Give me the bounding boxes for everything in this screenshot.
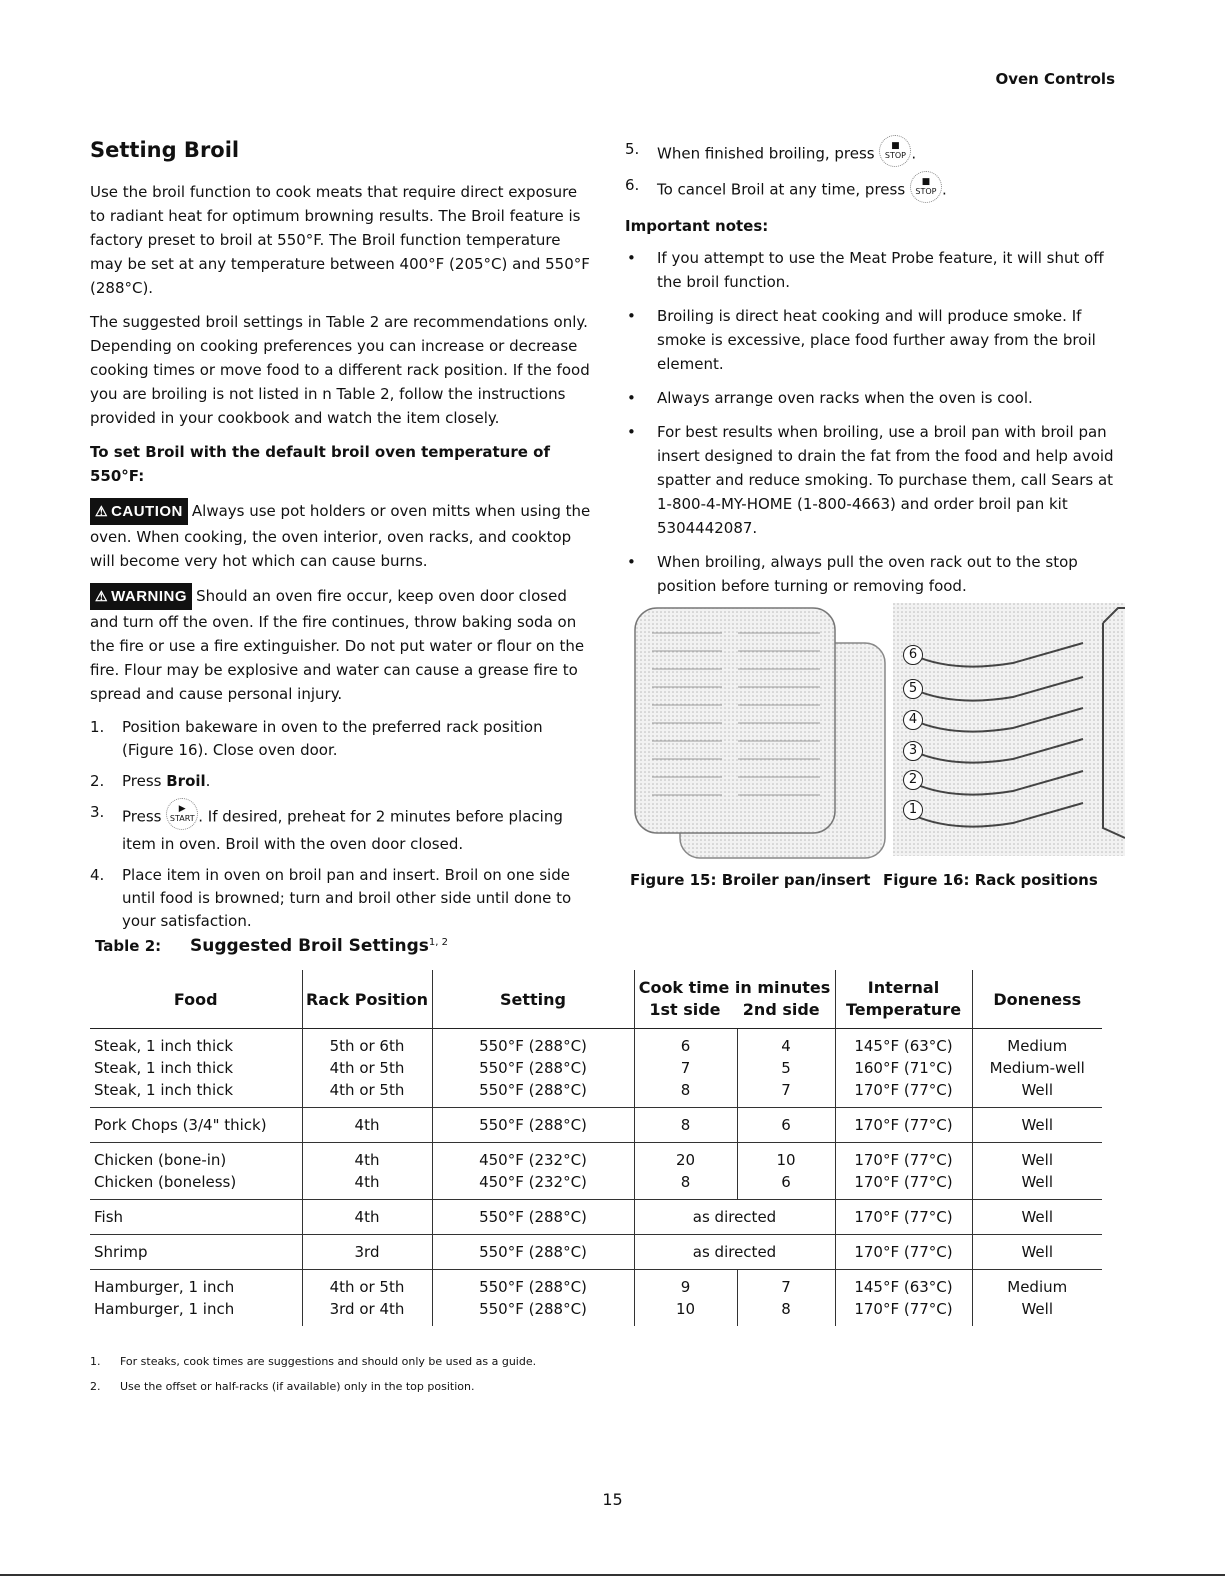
table-title: Table 2: Suggested Broil Settings$^{1, 2}$ [95, 936, 449, 956]
steps-list-continued [625, 138, 1130, 206]
broiler-pan-image [620, 603, 890, 863]
settings-paragraph: The suggested broil settings in Table 2 are recommendations only. Depending on cooking preferences you can increase or decrease cooking times or move food to a different rack position. If the food you are broiling is not listed in n Table 2, follow the instructions provided in your cookbook and watch the item closely. [90, 313, 590, 427]
table-row: Hamburger, 1 inch Hamburger, 1 inch 4th or 5th 3rd or 4th 550°F (288°C) 550°F (288°C) 9 10 7 8 145°F (63°C) 170°F (77°C) Medium Well [90, 1270, 1102, 1327]
list-item: • Always arrange oven racks when the oven is cool. [625, 386, 1130, 410]
list-item: • For best results when broiling, use a broil pan with broil pan insert designed to drain the fat from the food and help avoid spatter and reduce smoking. To purchase them, call Sears at 1-800-4-MY-HOME (1-800-4663) and order broil pan kit 5304442087. [625, 420, 1130, 540]
left-column [90, 138, 595, 941]
rack-number-2: 2 [903, 770, 923, 790]
header-cook-time: Cook time in minutes 1st side 2nd side [634, 970, 835, 1029]
figure-15-caption: Figure 15: Broiler pan/insert [630, 871, 871, 889]
list-item: 1. Position bakeware in oven to the preferred rack position (Figure 16). Close oven door. [90, 718, 543, 759]
footnote-2: 2. Use the offset or half-racks (if available) only in the top position. [90, 1380, 475, 1393]
stop-key-icon: ■ STOP [879, 135, 911, 167]
rack-number-6: 6 [903, 645, 923, 665]
caution-badge: ⚠ CAUTION [90, 498, 188, 525]
table-row: Pork Chops (3/4" thick) 4th 550°F (288°C) 8 6 170°F (77°C) Well [90, 1108, 1102, 1143]
header-internal-temp: Internal Temperature [835, 970, 972, 1029]
list-item: 4. Place item in oven on broil pan and insert. Broil on one side until food is browned; turn and broil other side until done to your satisfaction. [90, 866, 572, 930]
table-row: Steak, 1 inch thick Steak, 1 inch thick Steak, 1 inch thick 5th or 6th 4th or 5th 4th or 5th 550°F (288°C) 550°F (288°C) 550°F (288°C) 6 7 8 4 5 7 145°F (63°C) 160°F (71°C) 170°F (77°C) Medium Medium-well Well [90, 1029, 1102, 1108]
header-setting: Setting [432, 970, 634, 1029]
intro-paragraph: Use the broil function to cook meats that require direct exposure to radiant heat for optimum browning results. The Broil feature is factory preset to broil at 550°F. The Broil function temperature may be set at any temperature between 400°F (205°C) and 550°F (288°C). [90, 183, 590, 297]
table-row: Shrimp 3rd 550°F (288°C) as directed 170°F (77°C) Well [90, 1235, 1102, 1270]
header-food: Food [173, 989, 218, 1009]
list-item: • When broiling, always pull the oven rack out to the stop position before turning or removing food. [625, 550, 1130, 598]
header-doneness: Doneness [972, 970, 1102, 1029]
table-header-row [90, 970, 1102, 1029]
table-row: Chicken (bone-in) Chicken (boneless) 4th 4th 450°F (232°C) 450°F (232°C) 20 8 10 6 170°F (77°C) 170°F (77°C) Well Well [90, 1143, 1102, 1200]
warning-note: ⚠ WARNING Should an oven fire occur, keep oven door closed and turn off the oven. If the fire continues, throw baking soda on the fire or use a fire extinguisher. Do not put water or flour on the fire. Flour may be explosive and water can cause a grease fire to spread and cause personal injury. [90, 583, 595, 706]
right-column [625, 138, 1130, 608]
warning-triangle-icon: ⚠ [95, 588, 109, 604]
bottom-rule [0, 1574, 1225, 1576]
steps-list [90, 716, 595, 933]
list-item: • If you attempt to use the Meat Probe feature, it will shut off the broil function. [625, 246, 1130, 294]
rack-positions-image [893, 603, 1125, 856]
list-item: 5. When finished broiling, press ■ STOP . [625, 138, 1130, 170]
list-item: • Broiling is direct heat cooking and will produce smoke. If smoke is excessive, place food further away from the broil element. [625, 304, 1130, 376]
rack-number-3: 3 [903, 741, 923, 761]
stop-key-icon: ■ STOP [910, 171, 942, 203]
start-key-icon: ▶ START [166, 798, 198, 830]
figure-16-caption: Figure 16: Rack positions [883, 871, 1098, 889]
list-item: 2. Press Broil. [90, 772, 211, 790]
page-number: 15 [602, 1490, 623, 1509]
section-title: Setting Broil [90, 138, 240, 162]
subhead: To set Broil with the default broil oven temperature of 550°F: [90, 443, 550, 485]
rack-number-1: 1 [903, 800, 923, 820]
broil-settings-table [90, 970, 1102, 1326]
footnote-1: 1. For steaks, cook times are suggestions and should only be used as a guide. [90, 1355, 537, 1368]
caution-note: ⚠ CAUTION Always use pot holders or oven mitts when using the oven. When cooking, the oven interior, oven racks, and cooktop will become very hot which can cause burns. [90, 498, 595, 573]
list-item: 6. To cancel Broil at any time, press ■ STOP . [625, 174, 1130, 206]
rack-number-4: 4 [903, 710, 923, 730]
section-header: Oven Controls [995, 70, 1115, 88]
notes-list [625, 246, 1130, 598]
list-item: 3. Press ▶ START . If desired, preheat for 2 minutes before placing item in oven. Broil with the oven door closed. [90, 801, 595, 856]
warning-badge: ⚠ WARNING [90, 583, 192, 610]
table-row: Fish 4th 550°F (288°C) as directed 170°F (77°C) Well [90, 1200, 1102, 1235]
notes-title: Important notes: [625, 217, 769, 235]
warning-triangle-icon: ⚠ [95, 503, 109, 519]
header-rack: Rack Position [302, 970, 432, 1029]
rack-number-5: 5 [903, 679, 923, 699]
